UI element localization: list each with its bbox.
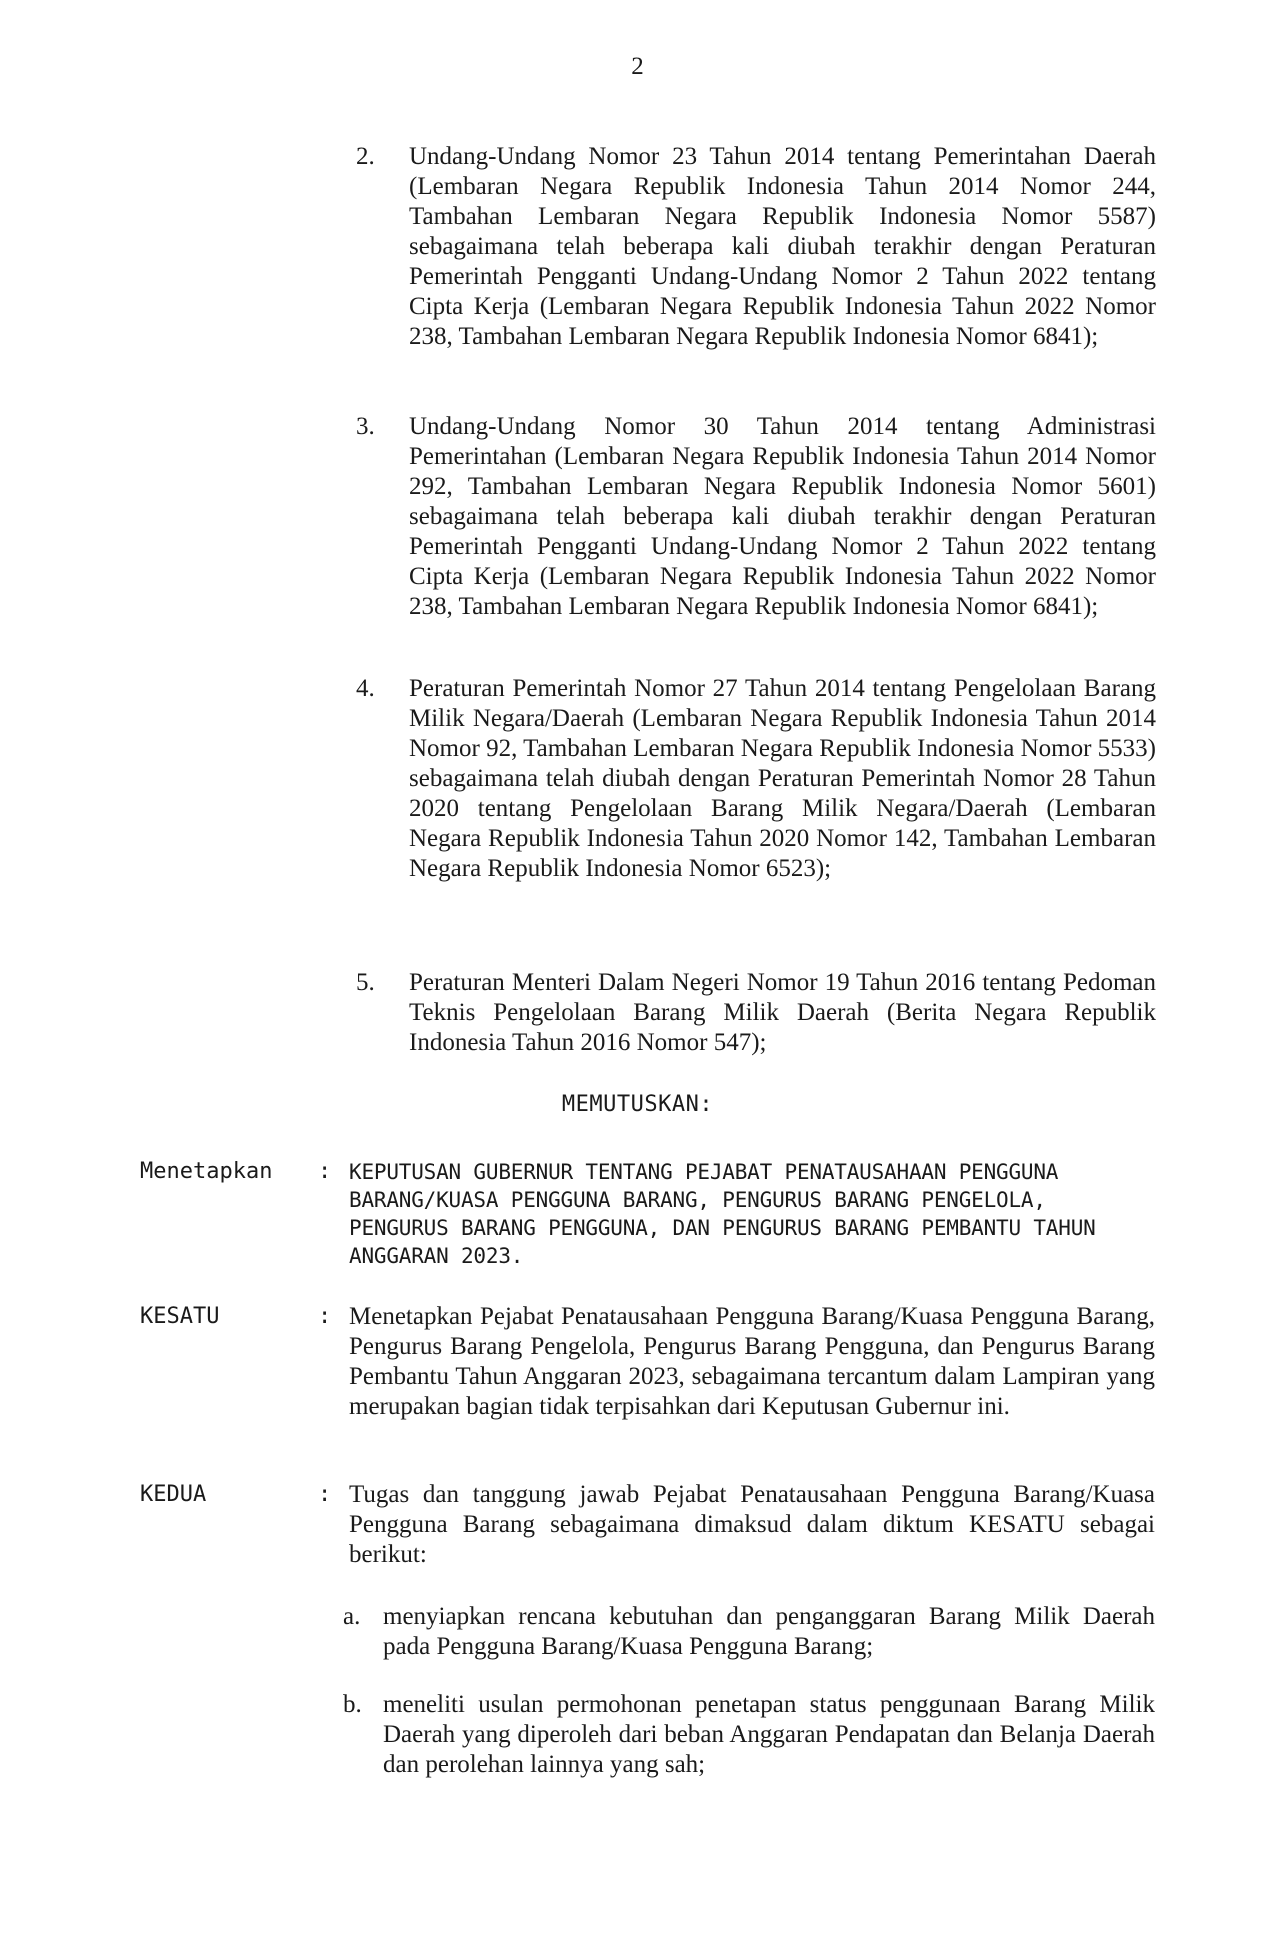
diktum-text: Menetapkan Pejabat Penatausahaan Pengguna Barang/Kuasa Pengguna Barang, Pengurus Barang Pengelola, Pengurus Barang Pengguna, dan Pengurus Barang Pembantu Tahun Anggaran 2023, sebagaimana tercantum dalam Lampiran yang merupakan bagian tidak terpisahkan dari Keputusan Gubernur ini. bbox=[349, 1303, 1155, 1420]
diktum-colon: : bbox=[318, 1159, 332, 1184]
item-number: 2. bbox=[356, 143, 375, 170]
diktum-text: Tugas dan tanggung jawab Pejabat Penatausahaan Pengguna Barang/Kuasa Pengguna Barang sebagaimana dimaksud dalam diktum KESATU sebagai berikut: bbox=[349, 1481, 1155, 1568]
diktum-label: KESATU bbox=[140, 1304, 220, 1329]
diktum-label: KEDUA bbox=[140, 1482, 207, 1507]
item-number: 5. bbox=[356, 969, 375, 996]
item-text: Undang-Undang Nomor 23 Tahun 2014 tentang Pemerintahan Daerah (Lembaran Negara Republik Indonesia Tahun 2014 Nomor 244, Tambahan Lembaran Negara Republik Indonesia Nomor 5587) sebagaimana telah beberapa kali diubah terakhir dengan Peraturan Pemerintah Pengganti Undang-Undang Nomor 2 Tahun 2022 tentang Cipta Kerja (Lembaran Negara Republik Indonesia Tahun 2022 Nomor 238, Tambahan Lembaran Negara Republik Indonesia Nomor 6841); bbox=[409, 143, 1156, 350]
diktum-colon: : bbox=[318, 1304, 332, 1329]
diktum-colon: : bbox=[318, 1482, 332, 1507]
item-text: Undang-Undang Nomor 30 Tahun 2014 tentang Administrasi Pemerintahan (Lembaran Negara Republik Indonesia Tahun 2014 Nomor 292, Tambahan Lembaran Negara Republik Indonesia Nomor 5601) sebagaimana telah beberapa kali diubah terakhir dengan Peraturan Pemerintah Pengganti Undang-Undang Nomor 2 Tahun 2022 tentang Cipta Kerja (Lembaran Negara Republik Indonesia Tahun 2022 Nomor 238, Tambahan Lembaran Negara Republik Indonesia Nomor 6841); bbox=[409, 413, 1156, 620]
item-number: 3. bbox=[356, 413, 375, 440]
item-text: menyiapkan rencana kebutuhan dan penganggaran Barang Milik Daerah pada Pengguna Barang/Kuasa Pengguna Barang; bbox=[383, 1603, 1155, 1660]
item-letter: b. bbox=[343, 1691, 362, 1718]
item-number: 4. bbox=[356, 675, 375, 702]
page-number: 2 bbox=[631, 53, 644, 80]
diktum-text: KEPUTUSAN GUBERNUR TENTANG PEJABAT PENATAUSAHAAN PENGGUNA BARANG/KUASA PENGGUNA BARANG, PENGURUS BARANG PENGELOLA, PENGURUS BARANG PENGGUNA, DAN PENGURUS BARANG PEMBANTU TAHUN ANGGARAN 2023. bbox=[349, 1160, 1096, 1268]
item-letter: a. bbox=[343, 1603, 361, 1630]
decision-heading: MEMUTUSKAN: bbox=[561, 1092, 714, 1117]
diktum-label: Menetapkan bbox=[140, 1159, 273, 1184]
item-text: Peraturan Menteri Dalam Negeri Nomor 19 Tahun 2016 tentang Pedoman Teknis Pengelolaan Barang Milik Daerah (Berita Negara Republik Indonesia Tahun 2016 Nomor 547); bbox=[409, 969, 1156, 1056]
item-text: meneliti usulan permohonan penetapan status penggunaan Barang Milik Daerah yang diperoleh dari beban Anggaran Pendapatan dan Belanja Daerah dan perolehan lainnya yang sah; bbox=[383, 1691, 1155, 1778]
item-text: Peraturan Pemerintah Nomor 27 Tahun 2014 tentang Pengelolaan Barang Milik Negara/Daerah (Lembaran Negara Republik Indonesia Tahun 2014 Nomor 92, Tambahan Lembaran Negara Republik Indonesia Nomor 5533) sebagaimana telah diubah dengan Peraturan Pemerintah Nomor 28 Tahun 2020 tentang Pengelolaan Barang Milik Negara/Daerah (Lembaran Negara Republik Indonesia Tahun 2020 Nomor 142, Tambahan Lembaran Negara Republik Indonesia Nomor 6523); bbox=[409, 675, 1156, 882]
